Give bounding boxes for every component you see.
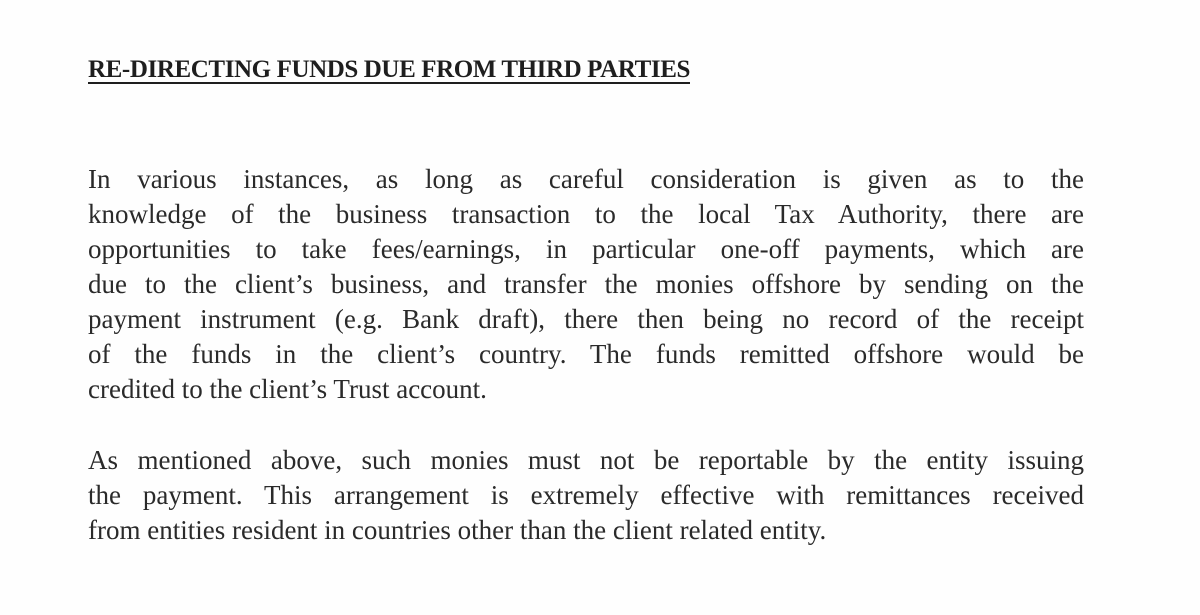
paragraph-line: of the funds in the client’s country. The funds remitted offshore would be	[88, 339, 1084, 369]
paragraph-line: opportunities to take fees/earnings, in particular one-off payments, which are	[88, 234, 1084, 264]
paragraph-line: As mentioned above, such monies must not be reportable by the entity issuing	[88, 445, 1084, 475]
paragraph-1	[88, 162, 1084, 407]
paragraph-2	[88, 443, 1084, 548]
paragraph-line: payment instrument (e.g. Bank draft), there then being no record of the receipt	[88, 304, 1084, 334]
paragraph-line: due to the client’s business, and transfer the monies offshore by sending on the	[88, 269, 1084, 299]
paragraph-line: credited to the client’s Trust account.	[88, 374, 487, 404]
paragraph-line: from entities resident in countries other than the client related entity.	[88, 515, 827, 545]
paragraph-line: knowledge of the business transaction to the local Tax Authority, there are	[88, 199, 1084, 229]
document-heading: RE-DIRECTING FUNDS DUE FROM THIRD PARTIES	[88, 56, 690, 83]
paragraph-line: In various instances, as long as careful consideration is given as to the	[88, 164, 1084, 194]
paragraph-line: the payment. This arrangement is extremely effective with remittances received	[88, 480, 1084, 510]
